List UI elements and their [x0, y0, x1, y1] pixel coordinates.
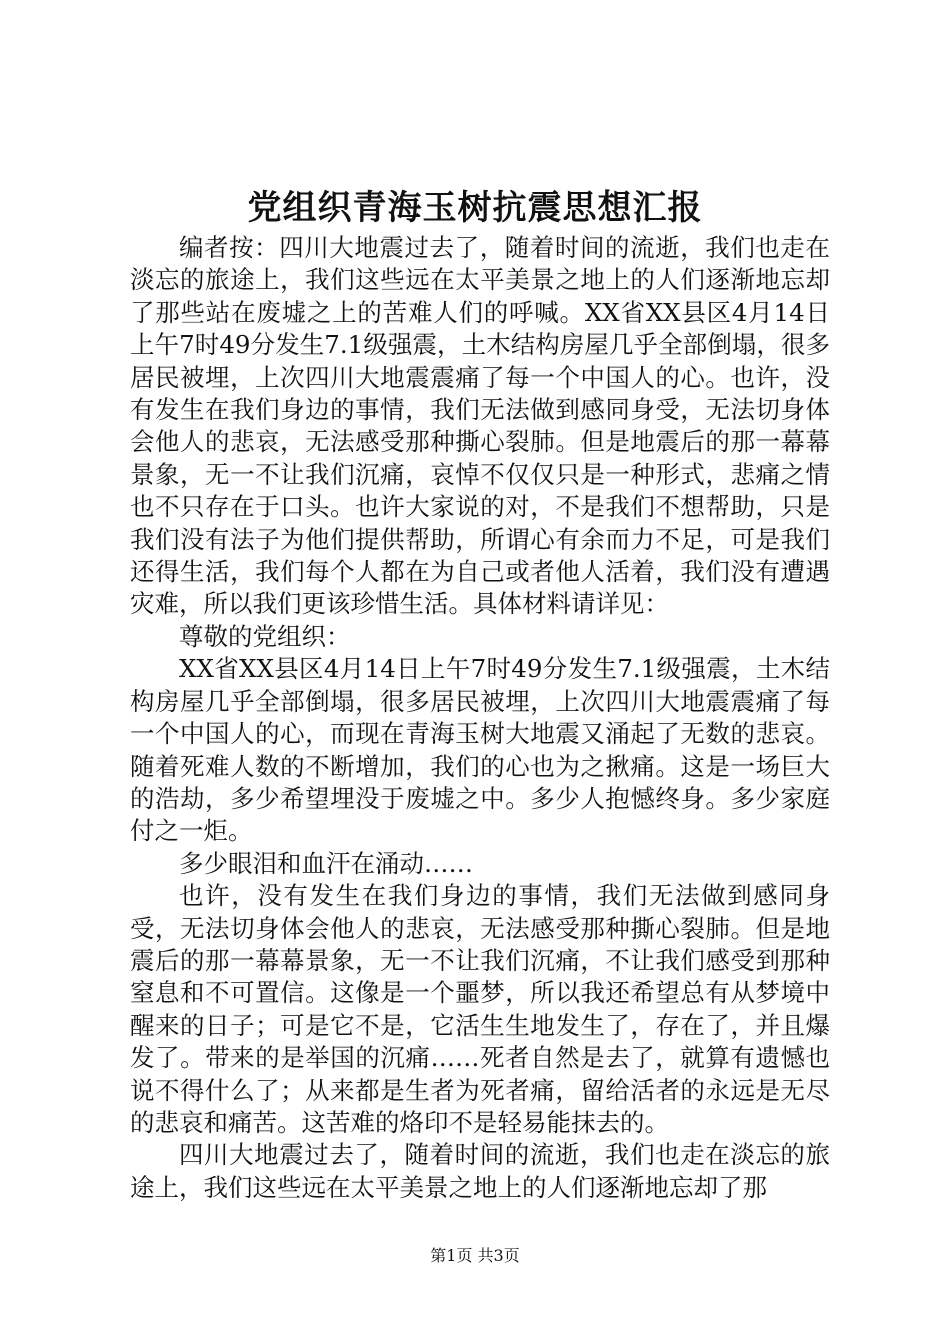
- paragraph-editor-note: 编者按：四川大地震过去了，随着时间的流逝，我们也走在淡忘的旅途上，我们这些远在太平美景之地上的人们逐渐地忘却了那些站在废墟之上的苦难人们的呼喊。XX省XX县区4月14日上午7时49分发生7.1级强震，土木结构房屋几乎全部倒塌，很多居民被埋，上次四川大地震震痛了每一个中国人的心。也许，没有发生在我们身边的事情，我们无法做到感同身受，无法切身体会他人的悲哀，无法感受那种撕心裂肺。但是地震后的那一幕幕景象，无一不让我们沉痛，哀悼不仅仅只是一种形式，悲痛之情也不只存在于口头。也许大家说的对，不是我们不想帮助，只是我们没有法子为他们提供帮助，所谓心有余而力不足，可是我们还得生活，我们每个人都在为自己或者他人活着，我们没有遭遇灾难，所以我们更该珍惜生活。具体材料请详见：: [130, 233, 830, 619]
- paragraph-earthquake-report: XX省XX县区4月14日上午7时49分发生7.1级强震，土木结构房屋几乎全部倒塌，很多居民被埋，上次四川大地震震痛了每一个中国人的心，而现在青海玉树大地震又涌起了无数的悲哀。随着死难人数的不断增加，我们的心也为之揪痛。这是一场巨大的浩劫，多少希望埋没于废墟之中。多少人抱憾终身。多少家庭付之一炬。: [130, 654, 830, 846]
- document-body: [130, 232, 830, 1204]
- page-number: 第1页 共3页: [430, 1246, 520, 1265]
- paragraph-reflection: 也许，没有发生在我们身边的事情，我们无法做到感同身受，无法切身体会他人的悲哀，无法感受那种撕心裂肺。但是地震后的那一幕幕景象，无一不让我们沉痛，不让我们感受到那种窒息和不可置信。这像是一个噩梦，所以我还希望总有从梦境中醒来的日子；可是它不是，它活生生地发生了，存在了，并且爆发了。带来的是举国的沉痛……死者自然是去了，就算有遗憾也说不得什么了；从来都是生者为死者痛，留给活者的永远是无尽的悲哀和痛苦。这苦难的烙印不是轻易能抹去的。: [130, 881, 830, 1137]
- paragraph-tears: 多少眼泪和血汗在涌动……: [179, 848, 473, 878]
- paragraph-salutation: 尊敬的党组织：: [179, 621, 351, 651]
- document-title: 党组织青海玉树抗震思想汇报: [247, 188, 703, 228]
- paragraph-sichuan: 四川大地震过去了，随着时间的流逝，我们也走在淡忘的旅途上，我们这些远在太平美景之地上的人们逐渐地忘却了那: [130, 1140, 830, 1202]
